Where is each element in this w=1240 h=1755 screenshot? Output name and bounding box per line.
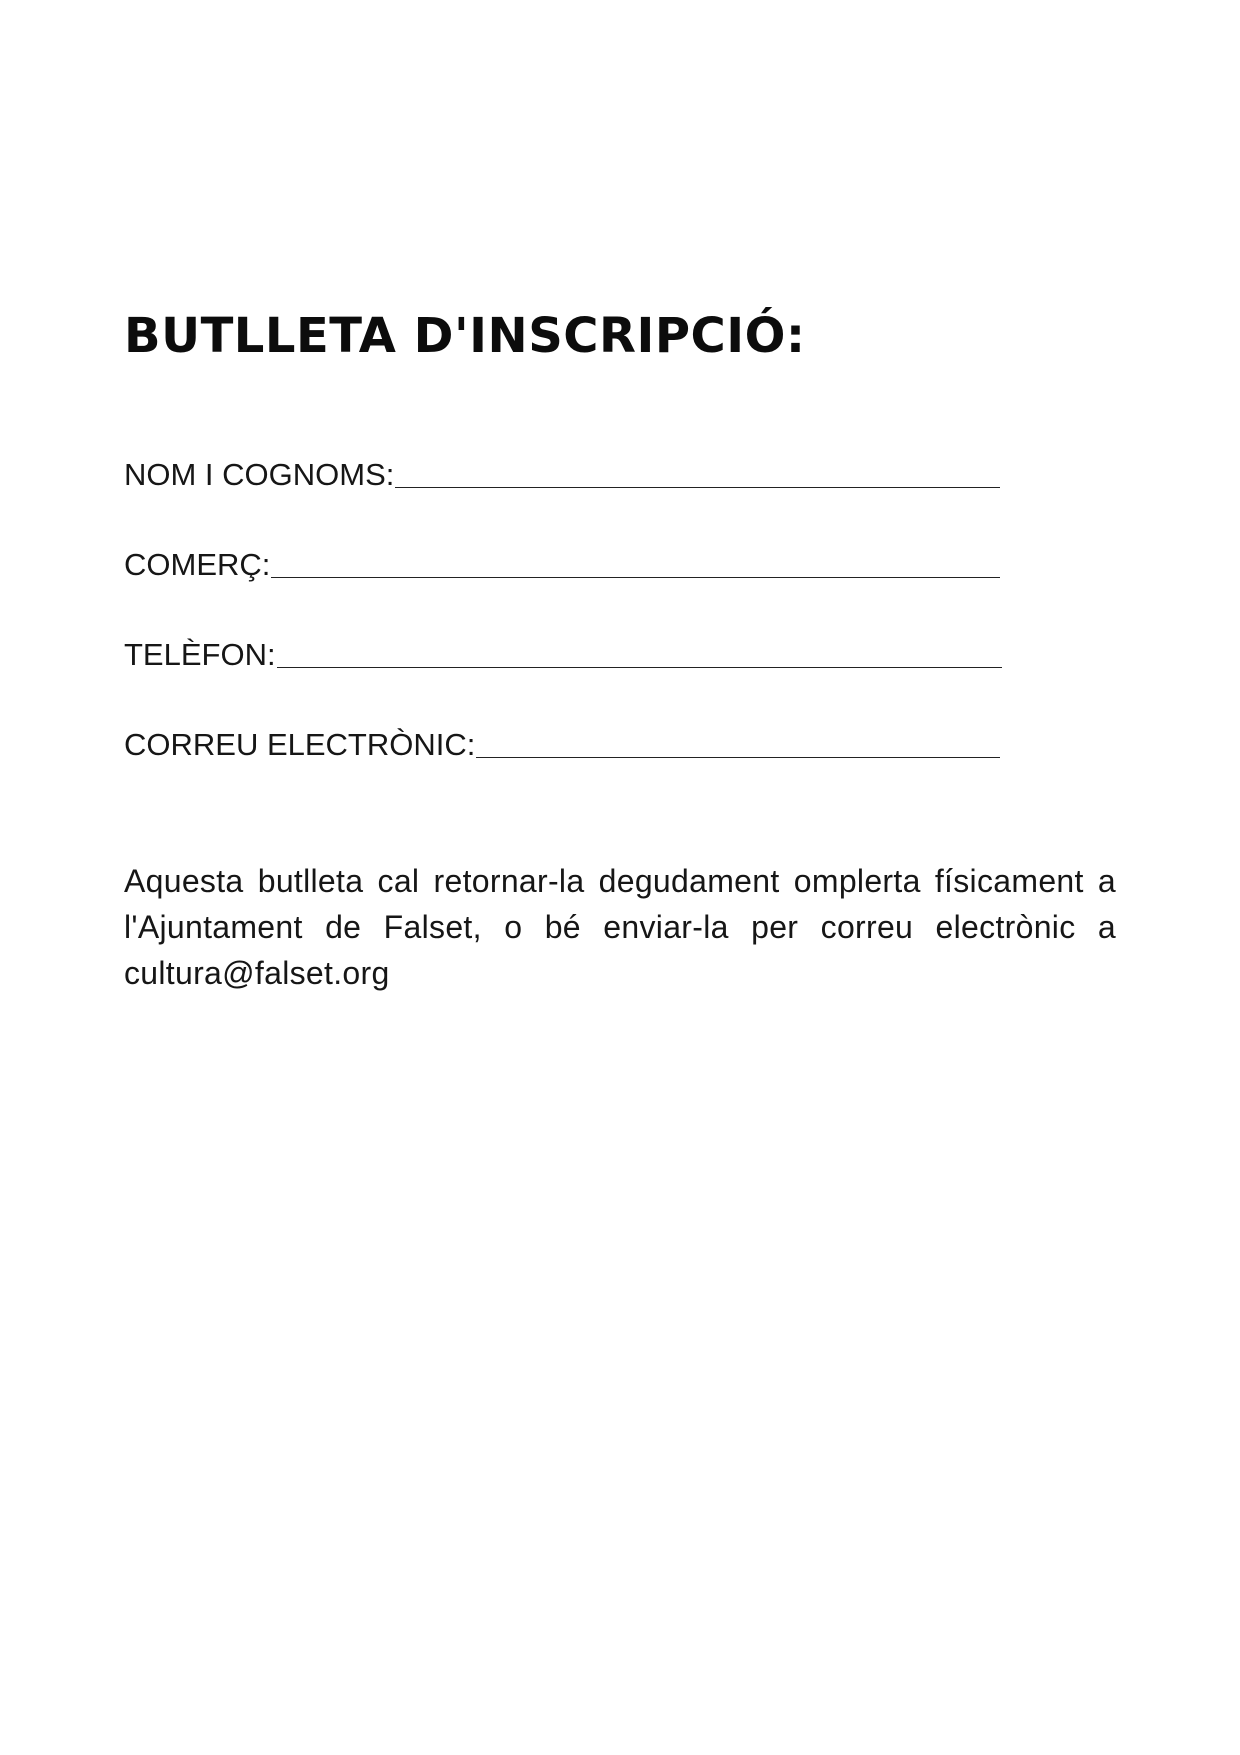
- field-telefon: [124, 632, 1002, 672]
- field-nom-i-cognoms: [124, 452, 1000, 492]
- field-label-telefon: TELÈFON:: [124, 637, 276, 672]
- field-correu-electronic: [124, 722, 1000, 762]
- fill-in-line-nom-i-cognoms[interactable]: [395, 487, 1000, 488]
- field-label-comerc: COMERÇ:: [124, 547, 271, 582]
- fill-in-line-telefon[interactable]: [277, 667, 1002, 668]
- field-label-correu-electronic: CORREU ELECTRÒNIC:: [124, 727, 476, 762]
- field-label-nom-i-cognoms: NOM I COGNOMS:: [124, 457, 395, 492]
- instructions-paragraph: Aquesta butlleta cal retornar-la degudament omplerta físicament a l'Ajuntament de Falset, o bé enviar-la per correu electrònic a cultura@falset.org: [124, 863, 1116, 991]
- field-comerc: [124, 542, 1000, 582]
- fill-in-line-comerc[interactable]: [271, 577, 1000, 578]
- form-title: BUTLLETA D'INSCRIPCIÓ:: [124, 308, 806, 364]
- fill-in-line-correu-electronic[interactable]: [476, 757, 1000, 758]
